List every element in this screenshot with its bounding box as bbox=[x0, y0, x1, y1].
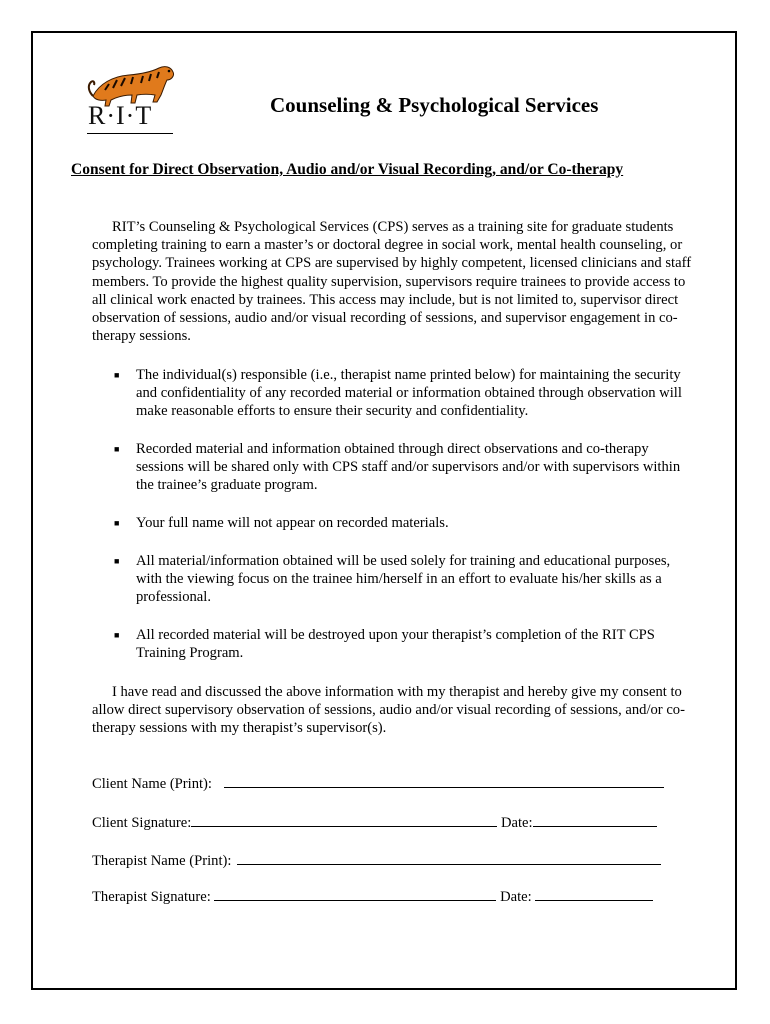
therapist-signature-row bbox=[92, 888, 653, 906]
bullet-square-icon: ■ bbox=[114, 630, 120, 640]
client-signature-label: Client Signature: bbox=[92, 815, 192, 831]
intro-paragraph: RIT’s Counseling & Psychological Services (CPS) serves as a training site for graduate students completing training to earn a master’s or doctoral degree in social work, mental health counseling, or psychology. Trainees working at CPS are supervised by highly competent, licensed clinicians and staff members. To provide the highest quality supervision, supervisors require trainees to provide access to all clinical work enacted by trainees. This access may include, but is not limited to, supervisor direct observation of sessions, audio and/or visual recording of sessions, and supervisor engagement in co-therapy sessions. bbox=[92, 219, 692, 345]
bullet-text: The individual(s) responsible (i.e., therapist name printed below) for maintaining the security and confidentiality of any recorded material or information obtained through observation will make reasonable efforts to ensure their security and confidentiality. bbox=[136, 367, 682, 420]
logo-underline bbox=[87, 133, 173, 134]
client-name-field[interactable] bbox=[224, 775, 664, 788]
bullet-item bbox=[114, 366, 696, 421]
org-title: Counseling & Psychological Services bbox=[270, 93, 599, 117]
therapist-date-field[interactable] bbox=[535, 888, 653, 901]
bullet-text: All material/information obtained will be used solely for training and educational purposes, with the viewing focus on the trainee him/herself in an effort to evaluate his/her skills as a professional. bbox=[136, 553, 671, 606]
therapist-name-row bbox=[92, 852, 661, 870]
bullet-square-icon: ■ bbox=[114, 444, 120, 454]
bullet-item bbox=[114, 440, 696, 495]
bullet-square-icon: ■ bbox=[114, 556, 120, 566]
client-date-field[interactable] bbox=[533, 814, 657, 827]
client-name-label: Client Name (Print): bbox=[92, 776, 212, 792]
bullet-item bbox=[114, 626, 696, 662]
bullet-item bbox=[114, 552, 696, 607]
client-name-row bbox=[92, 775, 664, 793]
form-title: Consent for Direct Observation, Audio and/or Visual Recording, and/or Co-therapy bbox=[71, 161, 624, 178]
rit-logo bbox=[85, 62, 177, 140]
client-signature-field[interactable] bbox=[191, 814, 497, 827]
therapist-date-label: Date: bbox=[500, 889, 532, 905]
client-signature-row bbox=[92, 814, 657, 832]
bullet-item bbox=[114, 514, 696, 532]
consent-paragraph: I have read and discussed the above information with my therapist and hereby give my consent to allow direct supervisory observation of sessions, audio and/or visual recording of sessions, and/or co-therapy sessions with my therapist’s supervisor(s). bbox=[92, 684, 685, 737]
bullet-text: Recorded material and information obtained through direct observations and co-therapy sessions will be shared only with CPS staff and/or supervisors and/or with supervisors within the trainee’s graduate program. bbox=[136, 441, 681, 494]
therapist-name-label: Therapist Name (Print): bbox=[92, 853, 232, 869]
therapist-signature-field[interactable] bbox=[214, 888, 496, 901]
bullet-text: All recorded material will be destroyed upon your therapist’s completion of the RIT CPS Training Program. bbox=[136, 627, 655, 662]
logo-text: R·I·T bbox=[88, 101, 153, 130]
therapist-signature-label: Therapist Signature: bbox=[92, 889, 211, 905]
bullet-square-icon: ■ bbox=[114, 518, 120, 528]
bullet-square-icon: ■ bbox=[114, 370, 120, 380]
bullet-text: Your full name will not appear on recorded materials. bbox=[136, 515, 449, 531]
client-date-label: Date: bbox=[500, 815, 533, 831]
therapist-name-field[interactable] bbox=[237, 852, 661, 865]
